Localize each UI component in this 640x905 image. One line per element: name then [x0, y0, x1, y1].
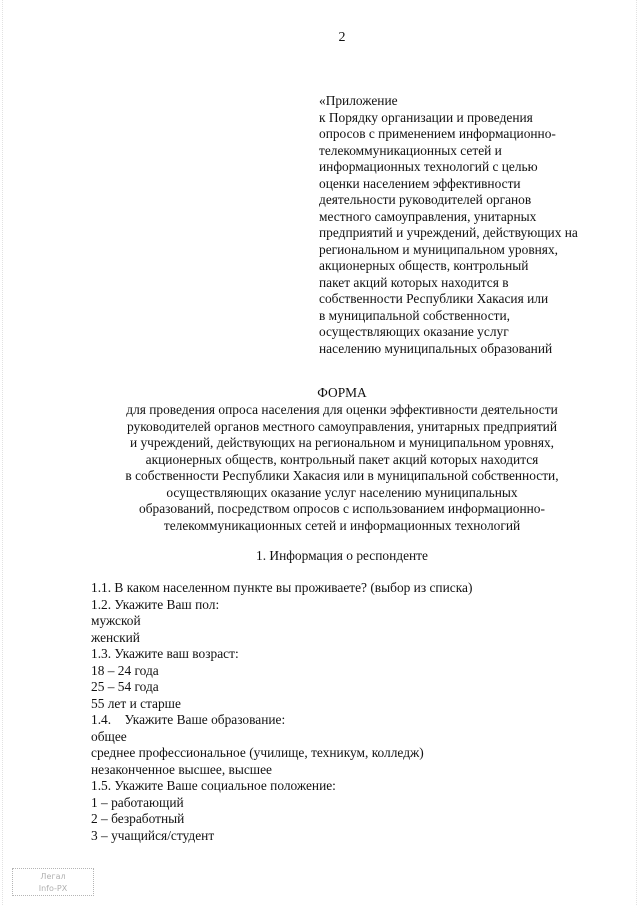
- answer-option: 25 – 54 года: [91, 679, 159, 694]
- question-item: 1.3. Укажите ваш возраст:: [91, 646, 239, 661]
- answer-option: общее: [91, 728, 127, 744]
- question-item: 1.2. Укажите Ваш пол:: [91, 596, 220, 612]
- question-item: 1.1. В каком населенном пункте вы проживаете? (выбор из списка): [91, 580, 473, 595]
- appendix-line: опросов с применением информационно-: [319, 126, 556, 141]
- form-subtitle-line: для проведения опроса населения для оценки эффективности деятельности: [126, 402, 558, 417]
- appendix-line: «Приложение: [319, 93, 398, 108]
- appendix-line: населению муниципальных образований: [319, 340, 553, 356]
- page-number: 2: [338, 30, 346, 45]
- answer-option: 2 – безработный: [91, 811, 185, 826]
- appendix-line: собственности Республики Хакасия или: [319, 291, 549, 306]
- stamp-line: Легал: [40, 872, 66, 881]
- appendix-line: акционерных обществ, контрольный: [319, 258, 529, 273]
- answer-option: 1 – работающий: [91, 794, 184, 810]
- form-subtitle-line: осуществляющих оказание услуг населению муниципальных: [166, 484, 518, 500]
- answer-option: среднее профессиональное (училище, техникум, колледж): [91, 745, 424, 760]
- answer-option: 3 – учащийся/студент: [91, 827, 215, 843]
- stamp-line: Info-PX: [38, 884, 68, 893]
- form-subtitle-line: руководителей органов местного самоуправления, унитарных предприятий: [126, 418, 558, 434]
- question-list: [91, 580, 472, 844]
- answer-option: женский: [91, 629, 140, 645]
- answer-option: 55 лет и старше: [91, 695, 181, 711]
- form-title: ФОРМА: [317, 385, 367, 400]
- form-subtitle-line: акционерных обществ, контрольный пакет акций которых находится: [145, 451, 539, 467]
- appendix-line: пакет акций которых находится в: [319, 274, 509, 290]
- form-subtitle-line: и учреждений, действующих на региональном и муниципальном уровнях,: [129, 435, 555, 450]
- form-subtitle-line: образований, посредством опросов с использованием информационно-: [139, 501, 545, 516]
- answer-option: незаконченное высшее, высшее: [91, 761, 272, 777]
- appendix-line: местного самоуправления, унитарных: [319, 208, 537, 224]
- answer-option: 18 – 24 года: [91, 662, 159, 678]
- appendix-line: телекоммуникационных сетей и: [319, 142, 502, 158]
- appendix-line: к Порядку организации и проведения: [319, 109, 533, 125]
- form-subtitle: [0, 402, 640, 534]
- appendix-line: деятельности руководителей органов: [319, 192, 532, 207]
- appendix-block: [319, 93, 619, 357]
- form-subtitle-line: в собственности Республики Хакасия или в муниципальной собственности,: [125, 468, 559, 483]
- appendix-line: предприятий и учреждений, действующих на: [319, 225, 578, 240]
- question-item: 1.5. Укажите Ваше социальное положение:: [91, 778, 336, 793]
- appendix-line: региональном и муниципальном уровнях,: [319, 241, 559, 257]
- question-item: 1.4. Укажите Ваше образование:: [91, 712, 286, 727]
- appendix-line: информационных технологий с целью: [319, 159, 538, 174]
- answer-option: мужской: [91, 613, 141, 628]
- appendix-line: осуществляющих оказание услуг: [319, 324, 509, 339]
- appendix-line: в муниципальной собственности,: [319, 307, 510, 323]
- form-subtitle-line: телекоммуникационных сетей и информационных технологий: [163, 517, 521, 533]
- appendix-line: оценки населением эффективности: [319, 175, 521, 191]
- section-heading: 1. Информация о респонденте: [256, 548, 428, 563]
- watermark-stamp: [12, 868, 94, 896]
